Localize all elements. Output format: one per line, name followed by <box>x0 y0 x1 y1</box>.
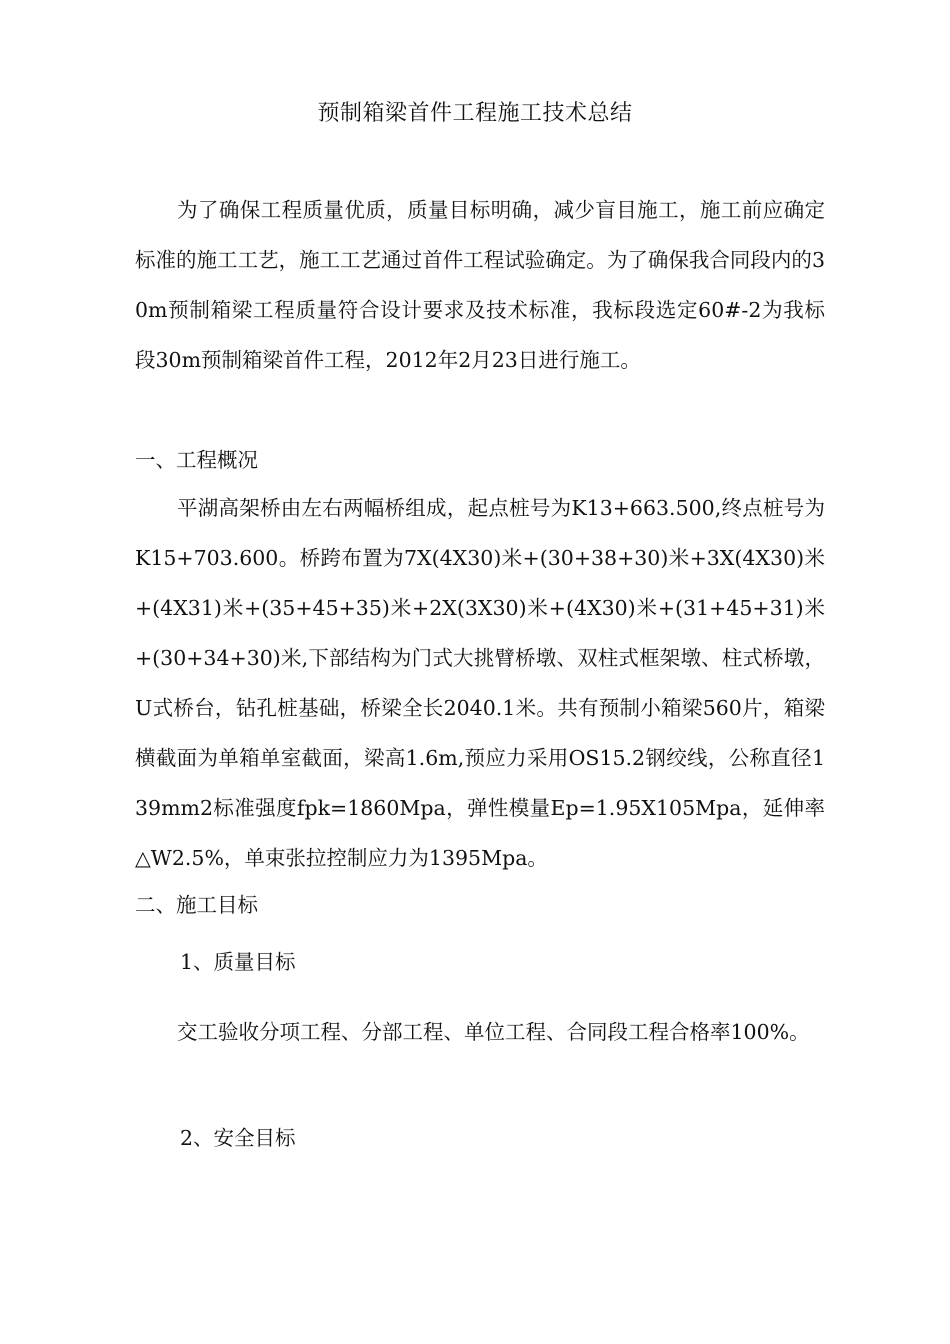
overview-paragraph: 平湖高架桥由左右两幅桥组成，起点桩号为K13+663.500,终点桩号为K15+703.600。桥跨布置为7X(4X30)米+(30+38+30)米+3X(4X30)米+(4X31)米+(35+45+35)米+2X(3X30)米+(4X30)米+(31+45+31)米+(30+34+30)米,下部结构为门式大挑臂桥墩、双柱式框架墩、柱式桥墩，U式桥台，钻孔桩基础，桥梁全长2040.1米。共有预制小箱梁560片，箱梁横截面为单箱单室截面，梁高1.6m,预应力采用OS15.2钢绞线，公称直径139mm2标准强度fpk=1860Mpa，弹性模量Ep=1.95X105Mpa，延伸率△W2.5%，单束张拉控制应力为1395Mpa。 <box>135 496 825 870</box>
document-title: 预制箱梁首件工程施工技术总结 <box>317 101 633 126</box>
section-heading-overview: 一、工程概况 <box>135 448 258 472</box>
section-heading-goals: 二、施工目标 <box>135 893 258 917</box>
quality-goal-paragraph: 交工验收分项工程、分部工程、单位工程、合同段工程合格率100%。 <box>177 1020 810 1044</box>
quality-goal-heading: 1、质量目标 <box>180 950 296 974</box>
intro-paragraph: 为了确保工程质量优质，质量目标明确，减少盲目施工，施工前应确定标准的施工工艺，施工工艺通过首件工程试验确定。为了确保我合同段内的30m预制箱梁工程质量符合设计要求及技术标准，我标段选定60#-2为我标段30m预制箱梁首件工程，2012年2月23日进行施工。 <box>135 198 825 372</box>
safety-goal-heading: 2、安全目标 <box>180 1126 296 1150</box>
